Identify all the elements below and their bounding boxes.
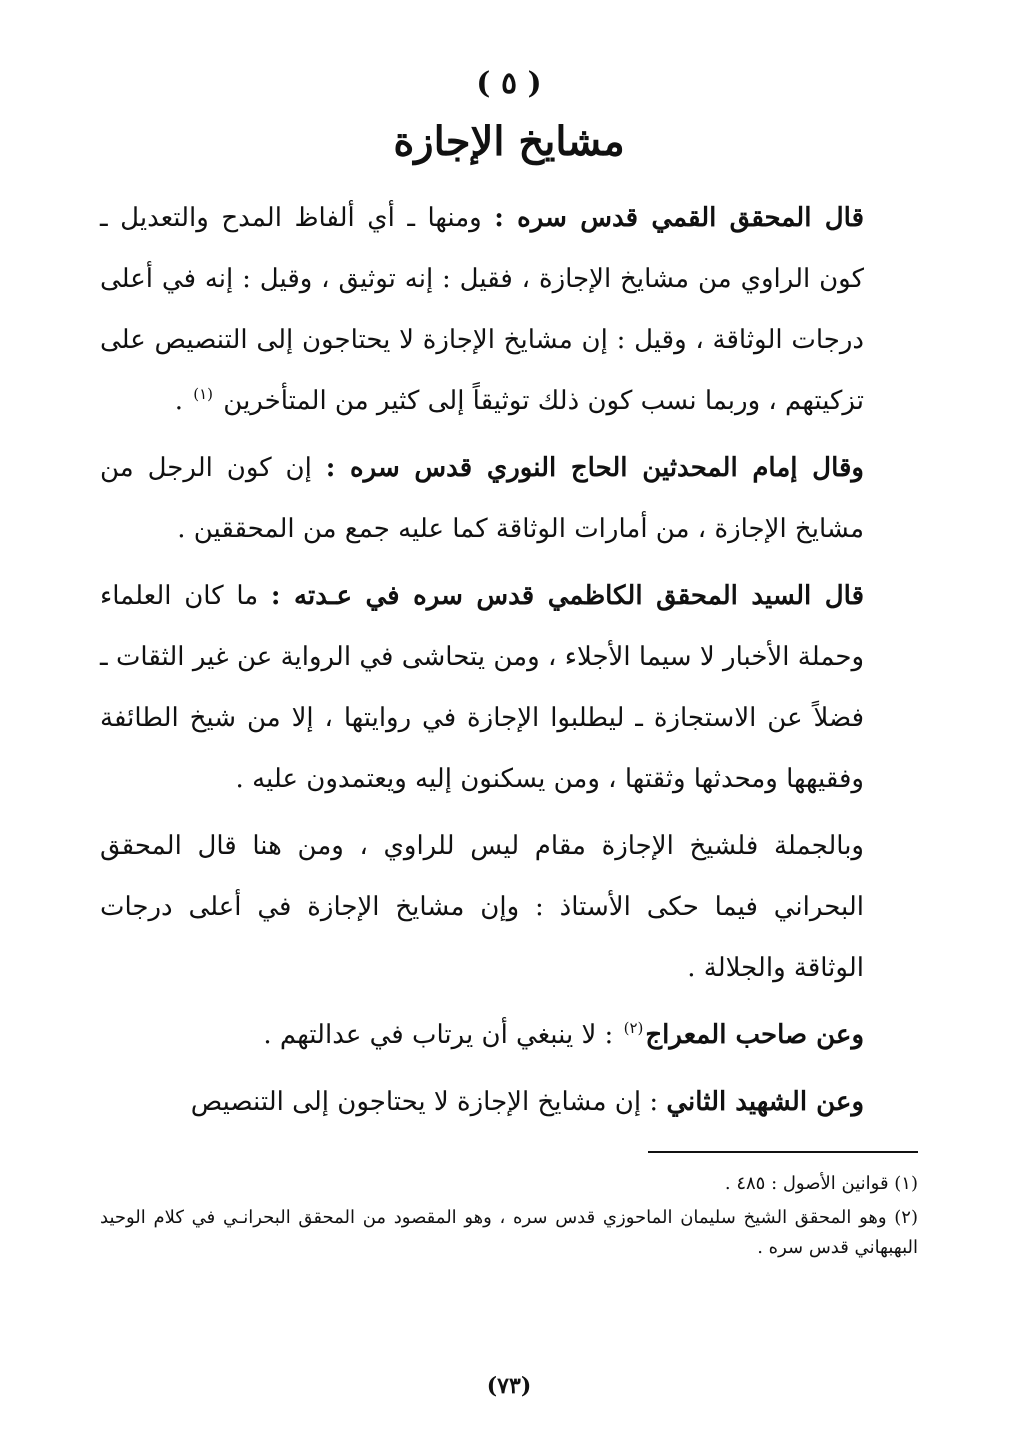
speaker-nouri: وقال إمام المحدثين الحاج النوري قدس سره : xyxy=(325,453,864,483)
speaker-miraj: وعن صاحب المعراج xyxy=(645,1020,864,1050)
paragraph-nouri-text: إن كون الرجل من مشايخ الإجازة ، من أمارات الوثاقة كما عليه جمع من المحققين . xyxy=(100,453,864,544)
footnote-2: (٢) وهو المحقق الشيخ سليمان الماحوزي قدس سره ، وهو المقصود من المحقق البحرانـي في كلام الوحيد البهبهاني قدس سره . xyxy=(100,1207,918,1258)
paragraph-shahid-text: : إن مشايخ الإجازة لا يحتاجون إلى التنصيص xyxy=(190,1087,667,1117)
paragraph-kazemi-text: ما كان العلماء وحملة الأخبار لا سيما الأجلاء ، ومن يتحاشى في الرواية عن غير الثقات ـ فضلاً عن الاستجازة ـ ليطلبوا الإجازة في روايتها ، إلا من شيخ الطائفة وفقيهها ومحدثها وثقتها ، ومن يسكنون إليه ويعتمدون عليه . xyxy=(100,581,864,794)
paragraph-kazemi xyxy=(100,566,918,810)
page-number: (٧٣) xyxy=(486,1373,532,1399)
paragraph-qummi-end: . xyxy=(174,386,192,416)
speaker-kazemi: قال السيد المحقق الكاظمي قدس سره في عـدته : xyxy=(270,581,864,611)
paragraph-summary-text: وبالجملة فلشيخ الإجازة مقام ليس للراوي ، ومن هنا قال المحقق البحراني فيما حكى الأستاذ : وإن مشايخ الإجازة في أعلى درجات الوثاقة والجلالة . xyxy=(100,831,864,983)
paragraph-nouri xyxy=(100,438,918,560)
speaker-shahid: وعن الشهيد الثاني xyxy=(666,1087,864,1117)
paragraph-qummi-text: ومنها ـ أي ألفاظ المدح والتعديل ـ كون الراوي من مشايخ الإجازة ، فقيل : إنه توثيق ، وقيل : إنه في أعلى درجات الوثاقة ، وقيل : إن مشايخ الإجازة لا يحتاجون إلى التنصيص على تزكيتهم ، وربما نسب كون ذلك توثيقاً إلى كثير من المتأخرين xyxy=(100,203,864,416)
footnotes xyxy=(100,1169,918,1263)
speaker-qummi: قال المحقق القمي قدس سره : xyxy=(494,203,864,233)
chapter-title: مشايخ الإجازة xyxy=(393,118,625,165)
footnote-1: (١) قوانين الأصول : ٤٨٥ . xyxy=(724,1173,918,1194)
paragraph-qummi xyxy=(100,188,918,432)
paragraph-miraj xyxy=(100,1005,918,1066)
chapter-number: ( ٥ ) xyxy=(476,66,542,101)
paragraph-summary xyxy=(100,816,918,999)
footnote-ref-1[interactable]: (١) xyxy=(193,385,214,404)
footnote-ref-2[interactable]: (٢) xyxy=(623,1019,644,1038)
paragraph-miraj-text: : لا ينبغي أن يرتاب في عدالتهم . xyxy=(263,1020,622,1050)
footnote-divider xyxy=(648,1151,918,1153)
paragraph-shahid xyxy=(100,1072,918,1133)
